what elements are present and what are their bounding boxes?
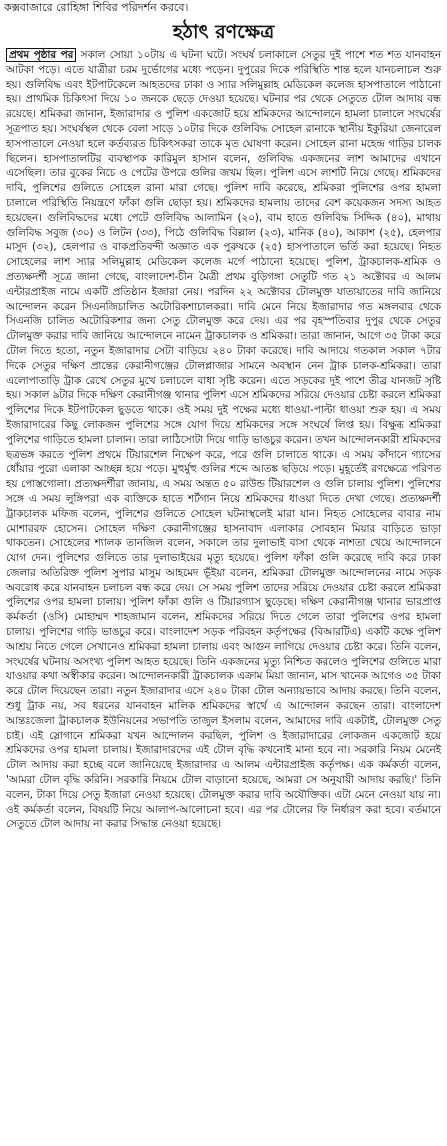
article-body — [0, 48, 447, 832]
article-paragraph — [6, 48, 441, 832]
headline: হঠাৎ রণক্ষেত্র — [172, 21, 275, 43]
previous-article-tail: কক্সবাজারে রোহিঙ্গা শিবির পরিদর্শন করবে। — [4, 1, 189, 14]
article-text: সকাল সোয়া ১০টায় এ ঘটনা ঘটে। সংঘর্ষ চলাকালে সেতুর দুই পাশে শত শত যানবাহন আটকা পড়ে। এতে যাত্রীরা চরম দুর্ভোগের মধ্যে পড়েন। দুপুরের দিকে পরিস্থিতি শান্ত হলে যানচলাচল শুরু হয়। গুলিবিদ্ধ এবং ইটপাটকেলে আহতদের ঢাকা ও স্যার সলিমুল্লাহ মেডিকেল কলেজ হাসপাতালে পাঠানো হয়। প্রাথমিক চিকিৎসা দিয়ে ১০ জনকে ছেড়ে দেওয়া হয়েছে। ঘটনার পর থেকে সেতুতে টোল আদায় বন্ধ রয়েছে। শ্রমিকরা জানান, ইজারাদার ও পুলিশ একজোট হয়ে শ্রমিকদের আন্দোলনে হামলা চালালে সংঘর্ষের সূত্রপাত হয়। সংঘর্ষস্থল থেকে বেলা সাড়ে ১০টার দিকে গুলিবিদ্ধ সোহেল রানাকে স্থানীয় ইকুরিয়া জেনারেল হাসপাতালে নেওয়া হলে কর্তব্যরত চিকিৎসকরা তাকে মৃত ঘোষণা করেন। সোহেল রানা মহেন্দ্র গাড়ির চালক ছিলেন। হাসপাতালটির ব্যবস্থাপক কারিমুল হাসান বলেন, গুলিবিদ্ধ একজনের লাশ আমাদের এখানে এসেছিল। তার বুকের নিচে ও পেটের উপরে গুলির জখম ছিল। পুলিশ এসে লাশটি নিয়ে গেছে। শ্রমিকদের দাবি, পুলিশের গুলিতে সোহেল রানা মারা গেছে। পুলিশ দাবি করেছে, শ্রমিকরা পুলিশের ওপর হামলা চালালে পরিস্থিতি নিয়ন্ত্রণে ফাঁকা গুলি ছোড়া হয়। শ্রমিকদের হামলায় তাদের বেশ কয়েকজন সদস্য আহত হয়েছেন। গুলিবিদ্ধদের মধ্যে পেটে গুলিবিদ্ধ আলামিন (২০), বাম হাতে গুলিবিদ্ধ সিদ্দিক (৪০), মাথায় গুলিবিদ্ধ সবুজ (৩০) ও লিটন (৩৩), পিঠে গুলিবিদ্ধ বিল্লাল (২৩), মানিক (৪০), আকাশ (২৫), হেলপার মাসুদ (৩২), হেলপার ও বাকপ্রতিবন্দী অজ্ঞাত এক পুরুষকে (২৫) হাসপাতালে ভর্তি করা হয়েছে। নিহত সোহেলের লাশ স্যার সলিমুল্লাহ মেডিকেল কলেজ মর্গে পাঠানো হয়েছে। পুলিশ, ট্রাকচালক-শ্রমিক ও প্রত্যক্ষদর্শী সূত্রে জানা গেছে, বাংলাদেশ-চীন মৈত্রী প্রথম বুড়িগঙ্গা সেতুটি গত ২১ অক্টোবর এ আলম এন্টারপ্রাইজ নামে একটি প্রতিষ্ঠান ইজারা নেয়। পরদিন ২২ অক্টোবর টোলমুক্ত যাতায়াতের দাবি জানিয়ে আন্দোলন করেন সিএনজিচালিত অটোরিকশাচালকরা। দাবি মেনে নিয়ে ইজারাদার গত মঙ্গলবার থেকে সিএনজি চালিত অটোরিকশার জন্য সেতু টোলমুক্ত করে দেয়। এর পর বৃহস্পতিবার দুপুর থেকে সেতুর টোলমুক্ত করার দাবি জানিয়ে আন্দোলনে নামেন ট্রাকচালক ও শ্রমিকরা। তারা জানান, আগে ৩৫ টাকা করে টোল দিতে হতো, নতুন ইজারাদার সেটা বাড়িয়ে ২৪০ টাকা করেছে। দাবি আদায়ে গতকাল সকাল ৭টার দিকে সেতুর দক্ষিণ প্রান্তের কেরানীগঞ্জের টোলপ্লাজার সামনে অবস্থান নেন ট্রাক চালক-শ্রমিকরা। তারা এলোপাতাড়ি ট্রাক রেখে সেতুর মুখে চলাচলে বাধা সৃষ্টি করেন। এতে সড়কের দুই পাশে তীব্র যানজট সৃষ্টি হয়। সকাল ৯টার দিকে দক্ষিণ কেরানীগঞ্জ থানার পুলিশ এসে শ্রমিকদের সরিয়ে দেওয়ার চেষ্টা করলে শ্রমিকরা পুলিশের দিকে ইটপাটকেল ছুড়তে থাকে। ওই সময় দুই পক্ষের মধ্যে ধাওয়া-পাল্টা ধাওয়া শুরু হয়। এ সময় ইজারাদারের কিছু লোকজন পুলিশের সঙ্গে যোগ দিয়ে শ্রমিকদের সঙ্গে সংঘর্ষে লিপ্ত হয়। বিক্ষুব্ধ শ্রমিকরা পুলিশের গাড়িতে হামলা চালান। তারা লাঠিসোটা দিয়ে গাড়ি ভাঙচুর করেন। তখন আন্দোলনকারী শ্রমিকদের ছত্রভঙ্গ করতে পুলিশ প্রথমে টিয়ারশেল নিক্ষেপ করে, পরে গুলি চালাতে থাকে। এ সময় কাঁদানে গ্যাসের ধোঁয়ার পুরো এলাকা আচ্ছন্ন হয়ে পড়ে। মুহুর্মুহু গুলির শব্দে আতঙ্ক ছড়িয়ে পড়ে। মুহূর্তেই রণক্ষেত্রে পরিণত হয় পোস্তগোলা। প্রত্যক্ষদর্শীরা জানায়, এ সময় অন্তত ৫০ রাউন্ড টিয়ারশেল ও গুলি চালায় পুলিশ। পুলিশের সঙ্গে এ সময় লুঙ্গিপরা এক ব্যক্তিকে হাতে শর্টগান নিয়ে শ্রমিকদের ধাওয়া দিতে দেখা গেছে। প্রত্যক্ষদর্শী ট্রাকচালক মফিজ বলেন, পুলিশের গুলিতে সোহেল ঘটনাস্থলেই মারা যান। নিহত সোহেলের বাবার নাম মোশাররফ হোসেন। সোহেল দক্ষিণ কেরানীগঞ্জের হাসনাবাদ এলাকার সোবহান মিয়ার বাড়িতে ভাড়া থাকতেন। সোহেলের শ্যালক তানজিল বলেন, সকালে তার দুলাভাই বাসা থেকে নাশতা খেয়ে আন্দোলনে যোগ দেন। পুলিশের গুলিতে তার দুলাভাইয়ের মৃত্যু হয়েছে। পুলিশ ফাঁকা গুলি করেছে দাবি করে ঢাকা জেলার অতিরিক্ত পুলিশ সুপার মাসুম আহমেদ ভূঁইয়া বলেন, শ্রমিকরা টোলমুক্ত আন্দোলনের নামে সড়ক অবরোধ করে যানবাহন চলাচল বন্ধ করে দেয়। সে সময় পুলিশ তাদের সরিয়ে দেওয়ার চেষ্টা করলে শ্রমিকরা পুলিশের ওপর হামলা চালায়। পুলিশ ফাঁকা গুলি ও টিয়ারগ্যাস ছুড়েছে। দক্ষিণ কেরানীগঞ্জ থানার ভারপ্রাপ্ত কর্মকর্তা (ওসি) মোহাম্মদ শাহজামান বলেন, শ্রমিকদের সরিয়ে দিতে গেলে তারা পুলিশের ওপর হামলা চালায়। পুলিশের গাড়ি ভাঙচুর করে। বাংলাদেশ সড়ক পরিবহন কর্তৃপক্ষের (বিআরটিএ) একটি কক্ষে পুলিশ আশ্রয় নিতে গেলে সেখানেও শ্রমিকরা হামলা চালায় এবং আগুন লাগিয়ে দেওয়ার চেষ্টা করে। তিনি বলেন, সংঘর্ষের ঘটনায় অসংখ্য পুলিশ আহত হয়েছে। তিনি একজনের মৃত্যু নিশ্চিত করলেও পুলিশের গুলিতে মারা যাওয়ার কথা অস্বীকার করেন। আন্দোলনকারী ট্রাকচালক এক্রাম মিয়া জানান, মাস খানেক আগেও ৩৫ টাকা করে টোল দিয়েছেন তারা। নতুন ইজারাদার এসে ২৪০ টাকা টোল অন্যায়ভাবে আদায় করছে। তিনি বলেন, শুধু ট্রাক নয়, সব ধরনের যানবাহন মালিক শ্রমিকদের স্বার্থে এ আন্দোলন করছেন তারা। বাংলাদেশ আন্তঃজেলা ট্রাকচালক ইউনিয়নের সভাপতি তাজুল ইসলাম বলেন, আমাদের দাবি একটাই, টোলমুক্ত সেতু চাই। এই স্লোগানে শ্রমিকরা যখন আন্দোলন করছিল, পুলিশ ও ইজারাদারের লোকজন একজোট হয়ে শ্রমিকদের ওপর হামলা চালায়। ইজারাদারদের এই টোল বৃদ্ধি কখনোই মানা হবে না। সরকারি নিয়ম মেনেই টোল আদায় করা হচ্ছে বলে জানিয়েছে ইজারাদার এ আলম এন্টারপ্রাইজ কর্তৃপক্ষ। এক কর্মকর্তা বলেন, 'আমরা টোল বৃদ্ধি করিনি। সরকারি নিয়মে টোল বাড়ানো হয়েছে, আমরা সে অনুযায়ী আদায় করছি।' তিনি বলেন, টাকা দিয়ে সেতু ইজারা নেওয়া হয়েছে। টোলমুক্ত করার দাবি অযৌক্তিক। এটা মেনে নেওয়া যায় না। ওই কর্মকর্তা বলেন, বিষয়টি নিয়ে আলাপ-আলোচনা হবে। এর পর টোলের ফি নির্ধারণ করা হবে। বর্তমানে সেতুতে টোল আদায় না করার সিদ্ধান্ত নেওয়া হয়েছে। — [6, 49, 441, 831]
continued-from-box: প্রথম পৃষ্ঠার পর — [6, 48, 76, 62]
